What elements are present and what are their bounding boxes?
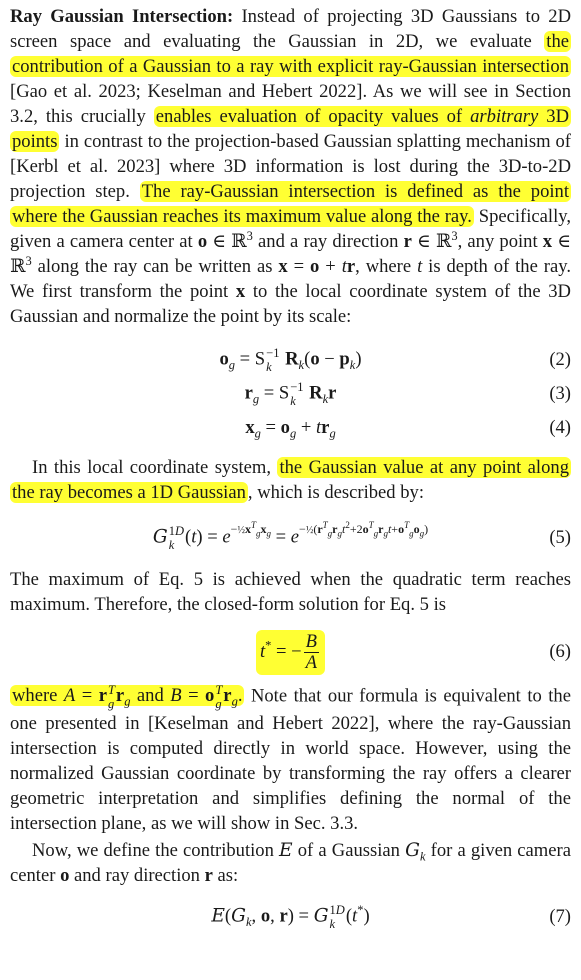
equation-2: $o_g = S$ −1 k $R_k(o - p_k)$ (2) [219, 346, 571, 374]
text: , any point [457, 231, 543, 252]
text: Instead of projecting 3D Gaussians to 2D screen space and evaluating the Gaussian in 2D, we evaluate [10, 6, 572, 52]
highlight: the contribution of a Gaussian to a ray with explicit ray-Gaussian intersection [12, 31, 569, 77]
equation-5: G 1D k $(t) = e^{-\frac{1}{2}x^T_gx_g} = e^{-\frac{1}{2}(r^T_gr_gt^2+2o^T_gr_gt+o^T_go_g)}$ (5) [152, 520, 571, 552]
text: [Gao et al. 2023; Keselman and Hebert 2022]. As we will see in Section 3.2, this crucially [10, 81, 571, 127]
equation-number: (5) [549, 527, 571, 548]
equation-7: $E(G_k$, o, r) = G 1D k (t*) (7) [211, 903, 571, 931]
equation-7-block [10, 898, 571, 936]
text: and ray direction [69, 865, 205, 886]
text: In this local coordinate system, [32, 457, 278, 478]
equations-2-4 [10, 343, 571, 445]
paragraph-where [10, 683, 571, 836]
equation-4: $x_g = o_g + tr_g$ (4) [245, 417, 571, 441]
highlight: enables evaluation of opacity values of arbitrary 3D points [12, 106, 570, 152]
text: , where [355, 256, 418, 277]
highlight: where A = r T g $r_g$ and B = o T g $r_g$. [12, 683, 243, 711]
text: Specifically, given a camera center at [10, 206, 571, 252]
text: for a given camera center [10, 840, 571, 886]
equation-3: $r_g = S$ −1 k $R_kr$ (3) [244, 380, 571, 408]
text: as: [212, 865, 239, 886]
text: of a Gaussian [292, 840, 406, 861]
text: in contrast to the projection-based Gaussian splatting mechanism of [Kerbl et al. 2023] where 3D information is lost during the 3D-to-2D projection step. [10, 131, 571, 202]
paragraph-ray-gaussian-intersection: Ray Gaussian Intersection: Instead of projecting 3D Gaussians to 2D screen space and evaluating the Gaussian in 2D, we evaluate the contribution of a Gaussian to a ray with explicit ray-Gaussian intersection [Gao et al. 2023; Keselman and Hebert 2022]. As we will see in Section 3.2, this crucially enables evaluation of opacity values of arbitrary 3D points in contrast to the projection-based Gaussian splatting mechanism of [Kerbl et al. 2023] where 3D information is lost during the 3D-to-2D projection step. The ray-Gaussian intersection is defined as the point where the Gaussian reaches its maximum value along the ray. Specifically, given a camera center at o ∈ ℝ$^3$ and a ray direction r ∈ ℝ$^3$, any point x ∈ ℝ$^3$ along the ray can be written as x = o + tr, where t is depth of the ray. We first transform the point x to the local coordinate system of the 3D Gaussian and normalize the point by its scale: [10, 6, 572, 327]
equation-6-block [10, 627, 571, 677]
paragraph-maximum [10, 567, 571, 617]
equation-6: t* = − $\frac{B}{A}$ (6) [10, 627, 571, 677]
text: to the local coordinate system of the 3D Gaussian and normalize the point by its scale: [10, 281, 571, 327]
equation-number: (2) [549, 349, 571, 370]
equation-number: (7) [549, 906, 571, 927]
highlight: The ray-Gaussian intersection is defined as the point where the Gaussian reaches its maximum value along the ray. [12, 181, 570, 227]
equation-number: (4) [549, 417, 571, 438]
text: Note that our formula is equivalent to the one presented in [Keselman and Hebert 2022], where the ray-Gaussian intersection is computed directly in world space. However, using the normalized Gaussian coordinate by transforming the ray offers a clearer geometric interpretation and simplifies defining the normal of the intersection plane, as we will show in Sec. 3.3. [10, 685, 571, 834]
text: and a ray direction [252, 231, 404, 252]
equation-5-block [10, 517, 571, 559]
text: is depth of the ray. We first transform the point [10, 256, 571, 302]
text: , which is described by: [247, 482, 424, 503]
highlight: the Gaussian value at any point along the ray becomes a 1D Gaussian [12, 457, 569, 503]
equation-number: (3) [549, 383, 571, 404]
text: The maximum of Eq. 5 is achieved when the quadratic term reaches maximum. Therefore, the closed-form solution for Eq. 5 is [10, 569, 571, 615]
paragraph-contribution: Now, we define the contribution E of a Gaussian $G_k$ for a given camera center o and ray direction r as: [10, 840, 571, 886]
paragraph-local-coordinate [10, 455, 571, 505]
section-heading: Ray Gaussian Intersection: [10, 6, 234, 27]
equation-number: (6) [549, 641, 571, 662]
text: along the ray can be written as [31, 256, 279, 277]
text: Now, we define the contribution [32, 840, 280, 861]
